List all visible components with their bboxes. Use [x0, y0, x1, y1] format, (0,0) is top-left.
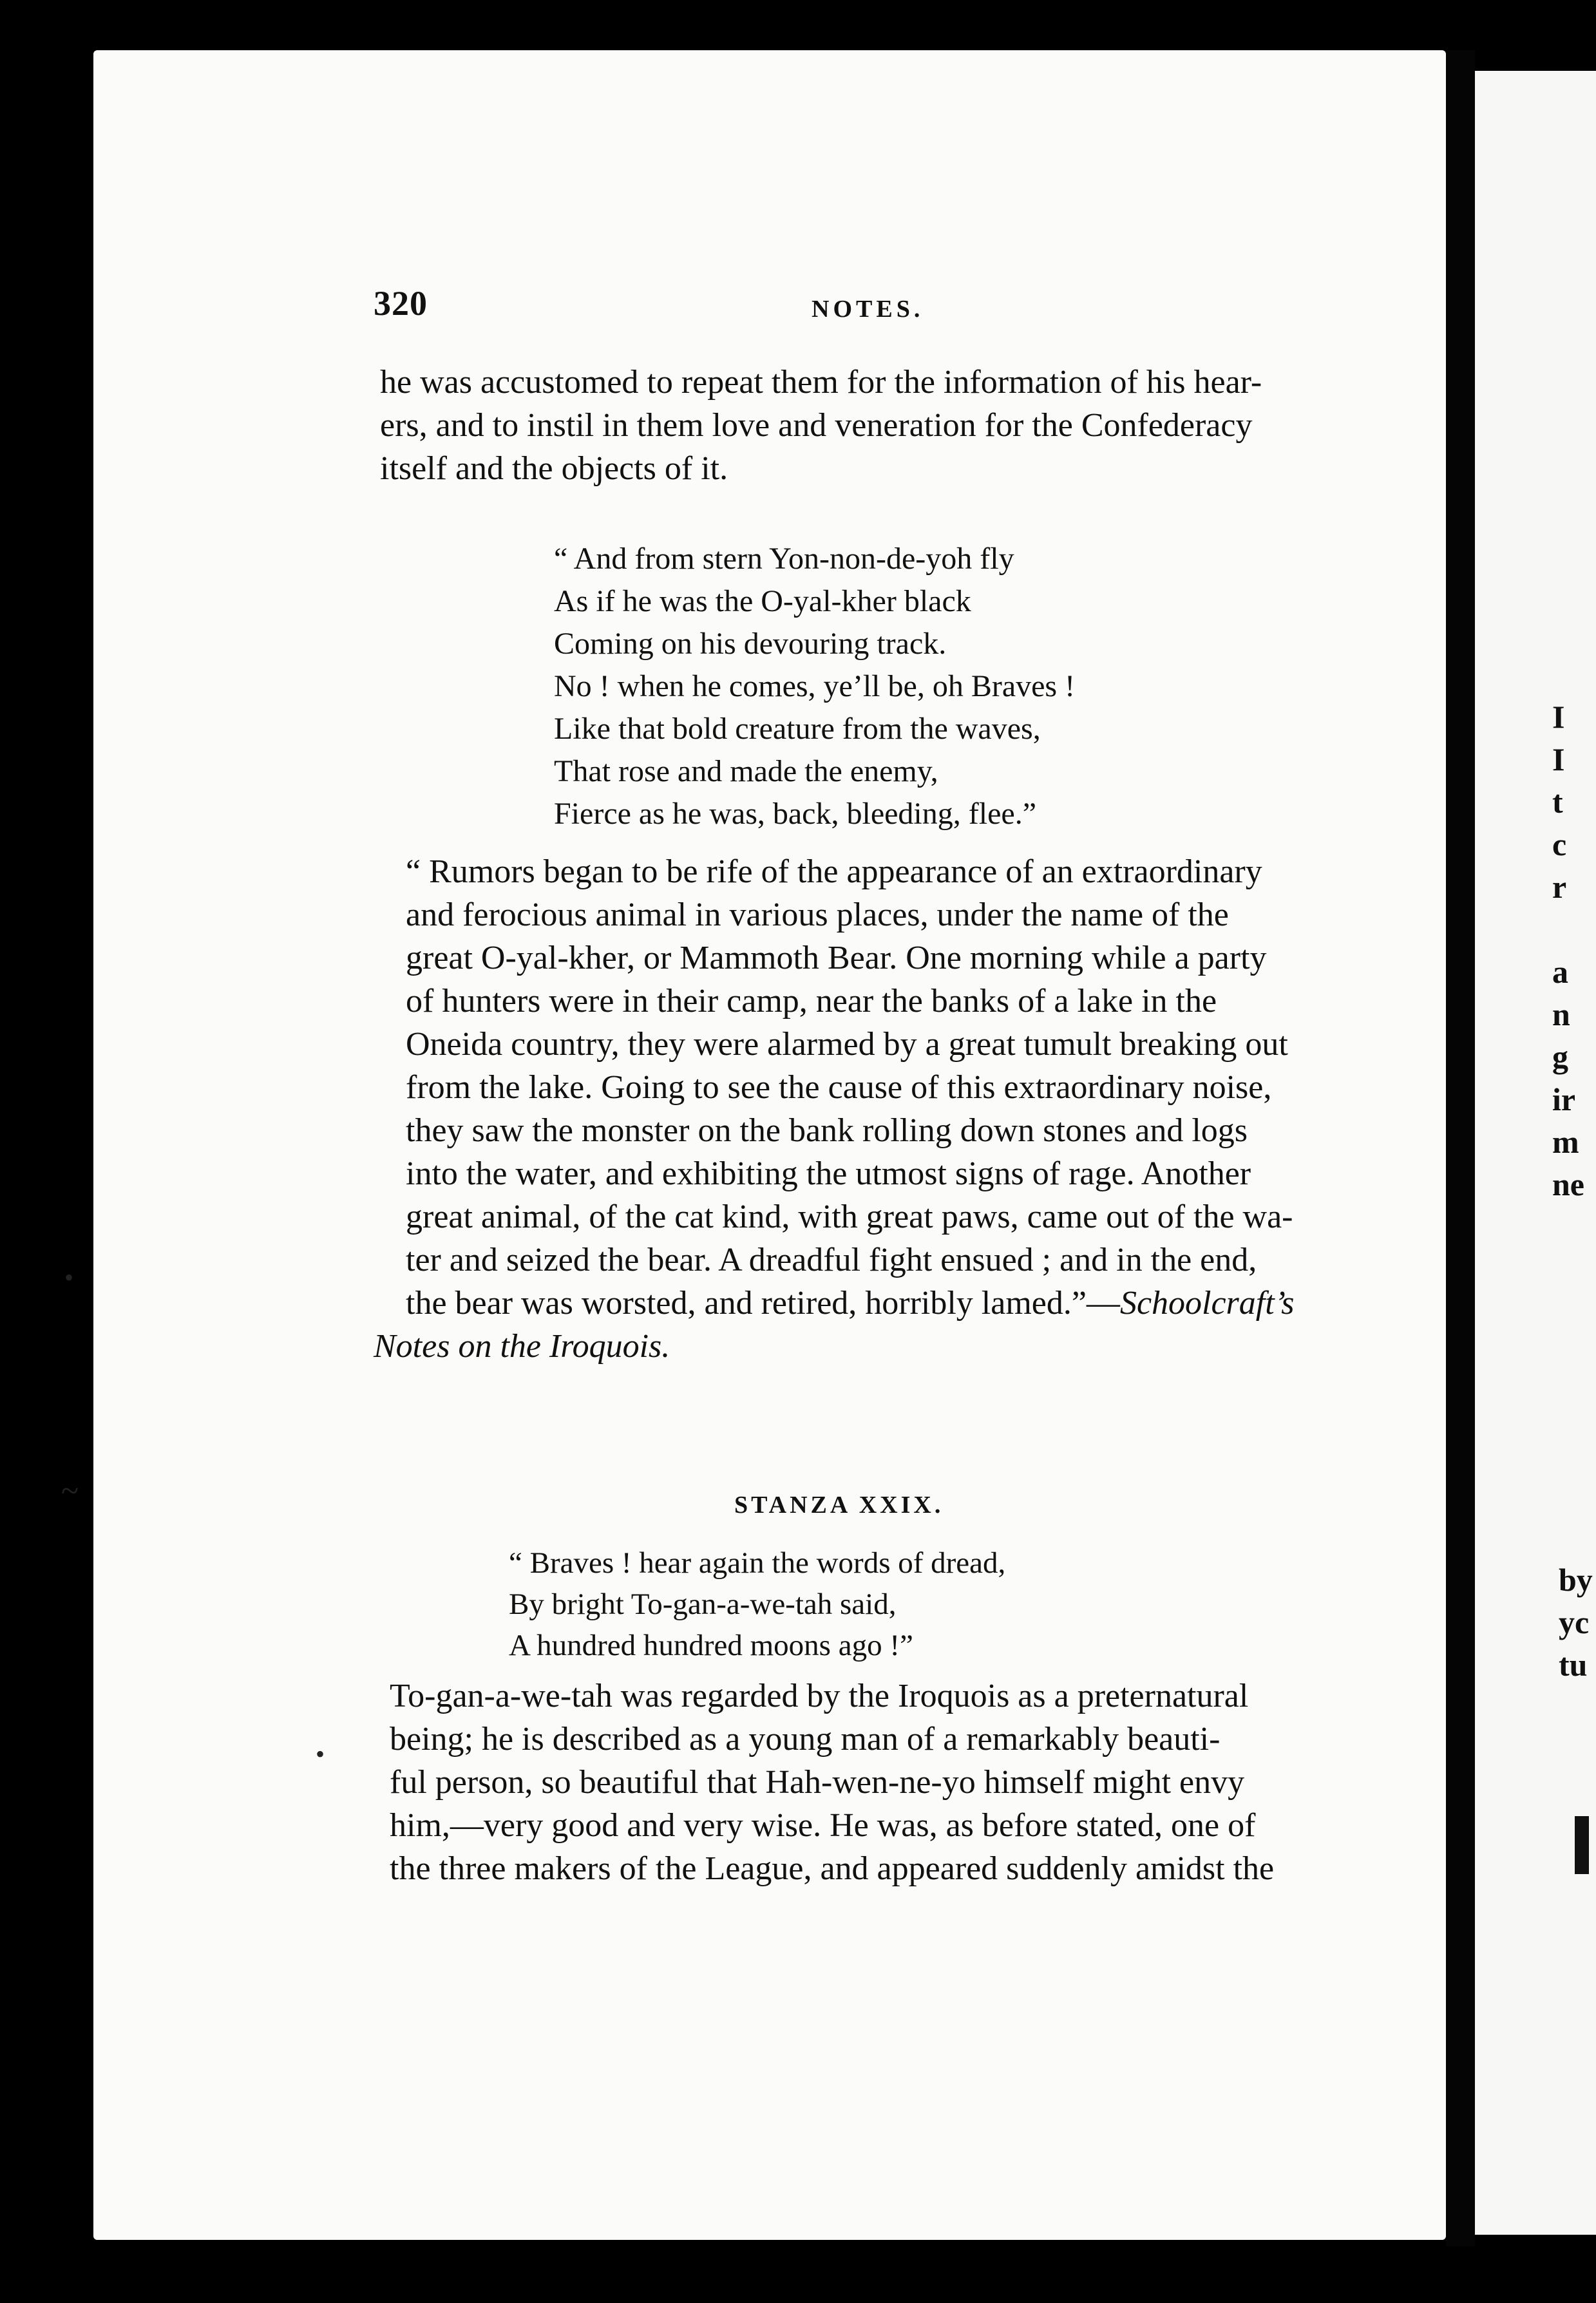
text-line: ers, and to instil in them love and veneration for the Confederacy [380, 407, 1253, 444]
adjacent-page-fragments-lower [1559, 1559, 1593, 1686]
verse-line: By bright To-gan-a-we-tah said, [509, 1587, 897, 1621]
header-title: NOTES. [812, 296, 924, 323]
paragraph-quotation [374, 850, 1333, 1368]
fragment: c [1552, 826, 1567, 862]
fragment: yc [1559, 1604, 1590, 1640]
fragment: by [1559, 1562, 1593, 1598]
verse-quotation [554, 538, 1075, 835]
verse-line: A hundred hundred moons ago !” [509, 1629, 913, 1662]
text-line: from the lake. Going to see the cause of this extraordinary noise, [406, 1069, 1272, 1106]
text-line: itself and the objects of it. [380, 450, 728, 487]
verse-stanza [509, 1542, 1005, 1666]
book-gutter [1446, 50, 1475, 2246]
fragment: ne [1552, 1166, 1584, 1202]
text-line: and ferocious animal in various places, under the name of the [406, 896, 1229, 933]
verse-line: Fierce as he was, back, bleeding, flee.” [554, 797, 1036, 831]
margin-tick: ~ [61, 1472, 79, 1508]
text-line: ter and seized the bear. A dreadful fight ensued ; and in the end, [406, 1242, 1257, 1278]
fragment: ir [1552, 1081, 1576, 1117]
text-line: great animal, of the cat kind, with great paws, came out of the wa- [406, 1199, 1293, 1235]
text-line: of hunters were in their camp, near the banks of a lake in the [406, 983, 1217, 1019]
fragment: n [1552, 996, 1570, 1032]
text-line: great O-yal-kher, or Mammoth Bear. One morning while a party [406, 940, 1267, 976]
fragment: I [1552, 699, 1565, 735]
text-line: the three makers of the League, and appeared suddenly amidst the [390, 1850, 1275, 1887]
verse-line: “ And from stern Yon-non-de-yoh fly [554, 542, 1014, 576]
text-line: him,—very good and very wise. He was, as before stated, one of [390, 1807, 1256, 1844]
verse-line: That rose and made the enemy, [554, 754, 938, 788]
fragment: tu [1559, 1647, 1588, 1683]
margin-dot: • [64, 1263, 74, 1292]
fragment: t [1552, 784, 1563, 820]
text-line: he was accustomed to repeat them for the information of his hear- [380, 364, 1262, 401]
fragment: I [1552, 741, 1565, 777]
scan-mark [1575, 1816, 1589, 1874]
text-line-lead: the bear was worsted, and retired, horribly lamed.”— [406, 1285, 1120, 1322]
citation-author: Schoolcraft’s [1119, 1285, 1295, 1322]
verse-line: “ Braves ! hear again the words of dread, [509, 1546, 1006, 1580]
text-line: To-gan-a-we-tah was regarded by the Iroquois as a preternatural [390, 1678, 1249, 1714]
verse-line: Like that bold creature from the waves, [554, 712, 1041, 746]
fragment [1552, 908, 1584, 951]
text-line [374, 1325, 1333, 1368]
text-line: “ Rumors began to be rife of the appearance of an extraordinary [406, 853, 1262, 890]
verse-line: Coming on his devouring track. [554, 627, 947, 661]
page-number: 320 [374, 284, 428, 323]
fragment: a [1552, 954, 1568, 990]
citation-work: Notes on the Iroquois. [374, 1328, 670, 1365]
text-line: into the water, and exhibiting the utmost signs of rage. Another [406, 1155, 1251, 1192]
fragment: m [1552, 1124, 1579, 1160]
running-head [374, 283, 1353, 341]
text-line: being; he is described as a young man of a remarkably beauti- [390, 1721, 1221, 1758]
verse-line: As if he was the O-yal-kher black [554, 584, 971, 618]
stanza-heading: STANZA XXIX. [734, 1492, 944, 1519]
adjacent-page-fragments [1552, 696, 1584, 1206]
text-line: ful person, so beautiful that Hah-wen-ne-yo himself might envy [390, 1764, 1245, 1801]
text-line [374, 1282, 1333, 1325]
margin-dot: • [316, 1739, 325, 1768]
fragment: r [1552, 869, 1567, 905]
text-line: they saw the monster on the bank rolling down stones and logs [406, 1112, 1248, 1149]
fragment: g [1552, 1039, 1568, 1075]
text-line: Oneida country, they were alarmed by a great tumult breaking out [406, 1026, 1288, 1063]
paragraph-intro [380, 361, 1336, 490]
verse-line: No ! when he comes, ye’ll be, oh Braves ! [554, 669, 1076, 703]
paragraph-togan [351, 1674, 1317, 1890]
